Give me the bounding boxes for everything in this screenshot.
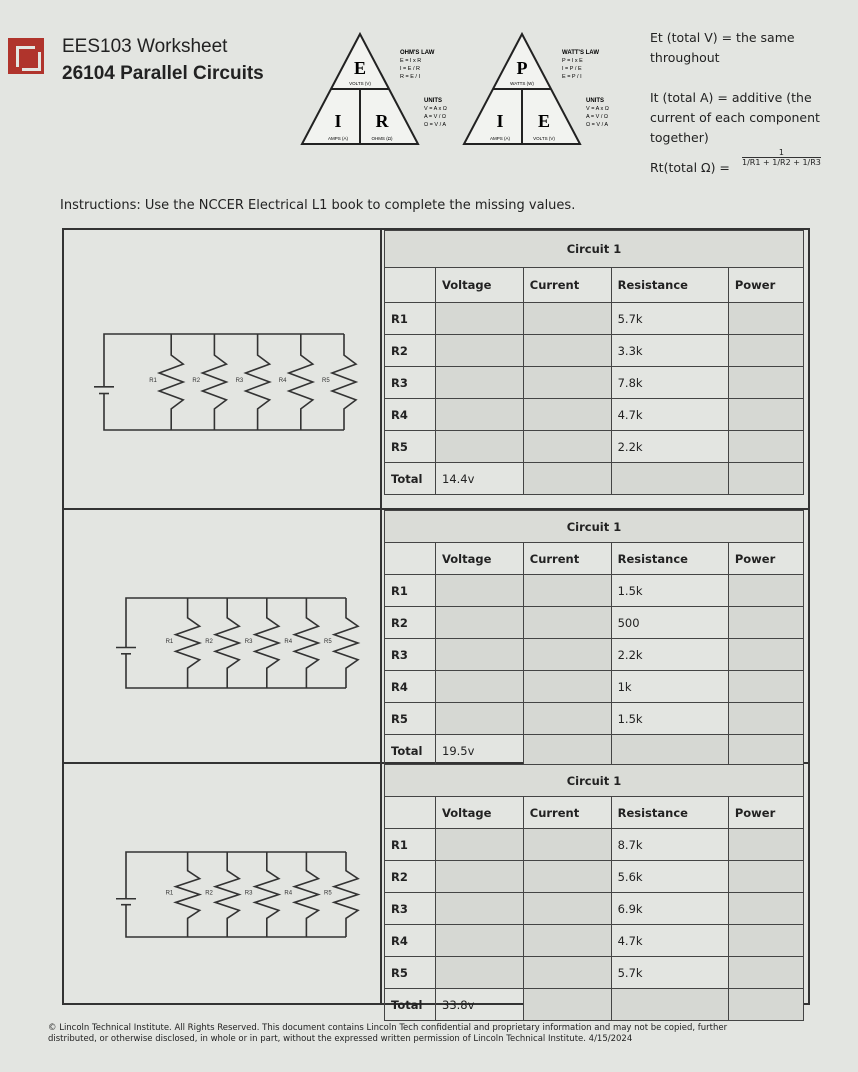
resistance-cell: 5.6k bbox=[611, 861, 728, 893]
triangle-left-unit: AMPS (A) bbox=[327, 136, 349, 141]
row-label: R5 bbox=[385, 431, 436, 463]
units-formula: Ω = V / A bbox=[424, 122, 446, 128]
circuit-values-table bbox=[384, 510, 804, 767]
table-row bbox=[385, 463, 804, 495]
table-row bbox=[385, 703, 804, 735]
voltage-cell[interactable] bbox=[436, 575, 524, 607]
table-row bbox=[385, 957, 804, 989]
voltage-cell[interactable] bbox=[436, 303, 524, 335]
row-label: R1 bbox=[385, 829, 436, 861]
triangle-right-letter: R bbox=[375, 111, 389, 131]
current-cell[interactable] bbox=[523, 957, 611, 989]
resistor-label: R2 bbox=[192, 378, 201, 384]
power-cell[interactable] bbox=[728, 925, 803, 957]
power-cell[interactable] bbox=[728, 639, 803, 671]
resistor-icon bbox=[334, 852, 358, 937]
triangle-left-letter: I bbox=[496, 111, 504, 131]
voltage-cell[interactable] bbox=[436, 335, 524, 367]
resistor-icon bbox=[246, 334, 270, 430]
resistance-cell: 4.7k bbox=[611, 925, 728, 957]
voltage-cell[interactable] bbox=[436, 399, 524, 431]
resistance-cell[interactable] bbox=[611, 463, 728, 495]
formula-numerator: 1 bbox=[742, 148, 821, 158]
table-row bbox=[385, 607, 804, 639]
resistor-label: R1 bbox=[165, 890, 174, 897]
row-label: R4 bbox=[385, 399, 436, 431]
row-label: R4 bbox=[385, 925, 436, 957]
column-header: Resistance bbox=[611, 268, 728, 303]
voltage-cell[interactable] bbox=[436, 957, 524, 989]
power-cell[interactable] bbox=[728, 335, 803, 367]
power-cell[interactable] bbox=[728, 463, 803, 495]
resistor-icon bbox=[255, 598, 279, 688]
triangle-left-unit: AMPS (A) bbox=[489, 136, 511, 141]
resistance-cell: 3.3k bbox=[611, 335, 728, 367]
current-cell[interactable] bbox=[523, 399, 611, 431]
circuit-section bbox=[64, 510, 808, 764]
table-row bbox=[385, 861, 804, 893]
current-cell[interactable] bbox=[523, 989, 611, 1021]
table-row bbox=[385, 989, 804, 1021]
units-formula: A = V / Ω bbox=[586, 114, 608, 120]
resistance-cell: 1.5k bbox=[611, 703, 728, 735]
triangle-left-letter: I bbox=[334, 111, 342, 131]
resistor-icon bbox=[176, 852, 200, 937]
table-title-row bbox=[385, 231, 804, 268]
circuit-values-table bbox=[384, 764, 804, 1021]
rule-total-resistance-label: Rt(total Ω) = bbox=[650, 160, 730, 175]
current-cell[interactable] bbox=[523, 575, 611, 607]
table-header-row bbox=[385, 797, 804, 829]
resistor-icon bbox=[334, 598, 358, 688]
voltage-cell[interactable] bbox=[436, 431, 524, 463]
table-row bbox=[385, 893, 804, 925]
units-formula: V = A x Ω bbox=[586, 106, 609, 112]
power-cell[interactable] bbox=[728, 957, 803, 989]
table-row bbox=[385, 335, 804, 367]
column-header: Voltage bbox=[436, 268, 524, 303]
units-title: UNITS bbox=[586, 98, 604, 104]
resistance-cell: 5.7k bbox=[611, 303, 728, 335]
law-title: WATT'S LAW bbox=[562, 50, 599, 56]
current-cell[interactable] bbox=[523, 367, 611, 399]
law-formula: I = P / E bbox=[562, 66, 582, 72]
units-formula: A = V / Ω bbox=[424, 114, 446, 120]
resistance-cell: 1k bbox=[611, 671, 728, 703]
rule-total-voltage: Et (total V) = the same throughout bbox=[650, 30, 795, 65]
row-label: R5 bbox=[385, 957, 436, 989]
resistance-cell: 2.2k bbox=[611, 431, 728, 463]
schematic-lines bbox=[116, 598, 358, 688]
column-header: Current bbox=[523, 797, 611, 829]
law-formula: E = I x R bbox=[400, 58, 422, 64]
current-cell[interactable] bbox=[523, 861, 611, 893]
table-header-row bbox=[385, 268, 804, 303]
table-row bbox=[385, 735, 804, 767]
row-label: R3 bbox=[385, 367, 436, 399]
resistor-icon bbox=[202, 334, 226, 430]
voltage-cell[interactable] bbox=[436, 639, 524, 671]
table-row bbox=[385, 431, 804, 463]
voltage-cell: 14.4v bbox=[436, 463, 524, 495]
row-label: R2 bbox=[385, 335, 436, 367]
power-cell[interactable] bbox=[728, 735, 803, 767]
column-header: Resistance bbox=[611, 543, 728, 575]
column-header: Resistance bbox=[611, 797, 728, 829]
power-cell[interactable] bbox=[728, 703, 803, 735]
schematic-lines bbox=[94, 334, 356, 430]
voltage-cell[interactable] bbox=[436, 829, 524, 861]
table-title: Circuit 1 bbox=[385, 511, 804, 543]
table-title: Circuit 1 bbox=[385, 231, 804, 268]
table-row bbox=[385, 925, 804, 957]
circuit-diagram-panel bbox=[64, 230, 382, 508]
schematic-lines bbox=[116, 852, 358, 937]
row-label: R1 bbox=[385, 575, 436, 607]
triangle-top-unit: VOLTS (V) bbox=[349, 81, 371, 86]
resistance-cell: 2.2k bbox=[611, 639, 728, 671]
row-label: R5 bbox=[385, 703, 436, 735]
voltage-cell[interactable] bbox=[436, 607, 524, 639]
resistor-label: R4 bbox=[284, 639, 293, 645]
power-cell[interactable] bbox=[728, 367, 803, 399]
row-label: Total bbox=[385, 989, 436, 1021]
column-header bbox=[385, 797, 436, 829]
power-cell[interactable] bbox=[728, 399, 803, 431]
voltage-cell: 33.8v bbox=[436, 989, 524, 1021]
table-title-row bbox=[385, 511, 804, 543]
units-formula: Ω = V / A bbox=[586, 122, 608, 128]
resistance-cell: 6.9k bbox=[611, 893, 728, 925]
power-cell[interactable] bbox=[728, 989, 803, 1021]
worksheet-frame bbox=[62, 228, 810, 1012]
table-title: Circuit 1 bbox=[385, 765, 804, 797]
resistor-icon bbox=[159, 334, 183, 430]
law-title: OHM'S LAW bbox=[400, 50, 435, 56]
resistor-icon bbox=[255, 852, 279, 937]
current-cell[interactable] bbox=[523, 463, 611, 495]
copyright-footer: © Lincoln Technical Institute. All Rights Reserved. This document contains Lincoln Tech confidential and proprietary information and may not be copied, further distributed, or otherwise disclosed, in whole or in part, without the expressed written permission of Lincoln Technical Institute. 4/15/2024 bbox=[48, 1023, 728, 1044]
resistance-cell: 8.7k bbox=[611, 829, 728, 861]
column-header: Power bbox=[728, 268, 803, 303]
units-formula: V = A x Ω bbox=[424, 106, 447, 112]
circuit-diagram-panel bbox=[64, 510, 382, 762]
law-formula: E = P / I bbox=[562, 74, 582, 80]
power-cell[interactable] bbox=[728, 575, 803, 607]
formula-denominator: 1/R1 + 1/R2 + 1/R3 bbox=[742, 158, 821, 167]
parallel-circuit-schematic bbox=[64, 230, 382, 510]
resistor-icon bbox=[215, 598, 239, 688]
power-cell[interactable] bbox=[728, 893, 803, 925]
worksheet-title: EES103 Worksheet bbox=[62, 36, 228, 57]
table-title-row bbox=[385, 765, 804, 797]
column-header: Voltage bbox=[436, 543, 524, 575]
current-cell[interactable] bbox=[523, 607, 611, 639]
resistor-label: R1 bbox=[149, 378, 157, 384]
resistor-label: R3 bbox=[235, 378, 244, 384]
table-row bbox=[385, 303, 804, 335]
column-header: Current bbox=[523, 543, 611, 575]
row-label: Total bbox=[385, 463, 436, 495]
triangle-right-unit: OHMS (Ω) bbox=[371, 136, 393, 141]
current-cell[interactable] bbox=[523, 893, 611, 925]
voltage-cell[interactable] bbox=[436, 925, 524, 957]
current-cell[interactable] bbox=[523, 639, 611, 671]
row-label: R2 bbox=[385, 861, 436, 893]
circuit-section bbox=[64, 230, 808, 510]
current-cell[interactable] bbox=[523, 671, 611, 703]
resistor-label: R3 bbox=[244, 639, 253, 645]
resistor-label: R1 bbox=[165, 639, 174, 645]
resistance-cell: 7.8k bbox=[611, 367, 728, 399]
resistance-cell: 4.7k bbox=[611, 399, 728, 431]
resistor-label: R3 bbox=[244, 890, 253, 897]
resistance-cell[interactable] bbox=[611, 735, 728, 767]
power-cell[interactable] bbox=[728, 671, 803, 703]
table-row bbox=[385, 639, 804, 671]
current-cell[interactable] bbox=[523, 703, 611, 735]
worksheet-subtitle: 26104 Parallel Circuits bbox=[62, 63, 264, 84]
resistance-cell: 5.7k bbox=[611, 957, 728, 989]
column-header bbox=[385, 543, 436, 575]
resistor-label: R5 bbox=[324, 890, 332, 897]
voltage-cell[interactable] bbox=[436, 703, 524, 735]
resistor-label: R2 bbox=[205, 639, 213, 645]
table-row bbox=[385, 829, 804, 861]
triangle-top-unit: WATTS (W) bbox=[510, 81, 534, 86]
resistor-label: R4 bbox=[284, 890, 293, 897]
voltage-cell[interactable] bbox=[436, 367, 524, 399]
current-cell[interactable] bbox=[523, 303, 611, 335]
column-header: Power bbox=[728, 543, 803, 575]
power-cell[interactable] bbox=[728, 829, 803, 861]
triangle-top-letter: E bbox=[353, 58, 367, 78]
circuit-diagram-panel bbox=[64, 764, 382, 1005]
current-cell[interactable] bbox=[523, 735, 611, 767]
table-row bbox=[385, 399, 804, 431]
voltage-cell: 19.5v bbox=[436, 735, 524, 767]
column-header: Power bbox=[728, 797, 803, 829]
parallel-circuit-schematic bbox=[64, 764, 382, 1005]
circuit-values-table bbox=[384, 230, 804, 495]
row-label: R3 bbox=[385, 639, 436, 671]
table-row bbox=[385, 367, 804, 399]
current-cell[interactable] bbox=[523, 829, 611, 861]
column-header: Voltage bbox=[436, 797, 524, 829]
resistor-label: R4 bbox=[278, 378, 287, 384]
table-row bbox=[385, 575, 804, 607]
triangle-right-unit: VOLTS (V) bbox=[533, 136, 555, 141]
rule-total-current: It (total A) = additive (the current of each component together) bbox=[650, 90, 820, 145]
circuit-section bbox=[64, 764, 808, 1012]
column-header bbox=[385, 268, 436, 303]
power-cell[interactable] bbox=[728, 861, 803, 893]
row-label: R2 bbox=[385, 607, 436, 639]
law-formula: I = E / R bbox=[400, 66, 421, 72]
resistance-cell[interactable] bbox=[611, 989, 728, 1021]
voltage-cell[interactable] bbox=[436, 861, 524, 893]
ohms-law-triangle bbox=[300, 30, 450, 148]
resistor-label: R5 bbox=[324, 639, 332, 645]
resistor-icon bbox=[176, 598, 200, 688]
row-label: R4 bbox=[385, 671, 436, 703]
resistor-icon bbox=[294, 852, 318, 937]
parallel-circuit-schematic bbox=[64, 510, 382, 764]
resistor-icon bbox=[294, 598, 318, 688]
law-formula: R = E / I bbox=[400, 74, 421, 80]
resistance-cell: 500 bbox=[611, 607, 728, 639]
voltage-cell[interactable] bbox=[436, 671, 524, 703]
table-header-row bbox=[385, 543, 804, 575]
table-row bbox=[385, 671, 804, 703]
resistor-label: R5 bbox=[322, 378, 330, 384]
watts-law-triangle bbox=[462, 30, 612, 148]
rule-total-resistance-formula bbox=[742, 148, 821, 167]
current-cell[interactable] bbox=[523, 335, 611, 367]
resistor-icon bbox=[215, 852, 239, 937]
column-header: Current bbox=[523, 268, 611, 303]
triangle-right-letter: E bbox=[537, 111, 551, 131]
resistor-icon bbox=[332, 334, 356, 430]
resistor-label: R2 bbox=[205, 890, 213, 897]
resistor-icon bbox=[289, 334, 313, 430]
units-title: UNITS bbox=[424, 98, 442, 104]
instructions: Instructions: Use the NCCER Electrical L1 book to complete the missing values. bbox=[60, 198, 576, 213]
power-cell[interactable] bbox=[728, 431, 803, 463]
law-formula: P = I x E bbox=[562, 58, 583, 64]
resistance-cell: 1.5k bbox=[611, 575, 728, 607]
row-label: R1 bbox=[385, 303, 436, 335]
current-cell[interactable] bbox=[523, 431, 611, 463]
triangle-top-letter: P bbox=[516, 58, 528, 78]
current-cell[interactable] bbox=[523, 925, 611, 957]
power-cell[interactable] bbox=[728, 607, 803, 639]
lincoln-tech-logo bbox=[8, 38, 44, 74]
row-label: Total bbox=[385, 735, 436, 767]
row-label: R3 bbox=[385, 893, 436, 925]
voltage-cell[interactable] bbox=[436, 893, 524, 925]
power-cell[interactable] bbox=[728, 303, 803, 335]
